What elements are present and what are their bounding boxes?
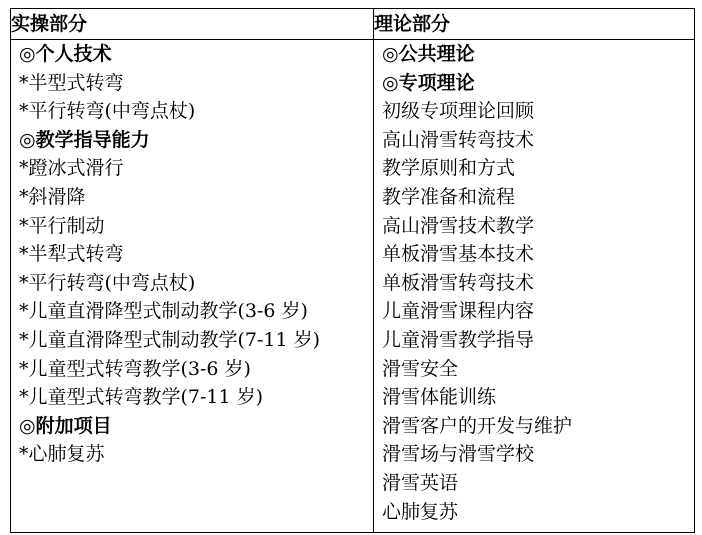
practical-list-item: *蹬冰式滑行	[19, 157, 124, 180]
theory-section-heading: ◎专项理论	[382, 71, 475, 94]
practical-section-heading: ◎附加项目	[19, 414, 112, 437]
theory-list-item: 单板滑雪转弯技术	[382, 271, 535, 294]
practical-list-item: *平行制动	[19, 214, 105, 237]
practical-list-item: *心肺复苏	[19, 443, 105, 466]
theory-list-item: 高山滑雪技术教学	[382, 214, 535, 237]
practical-list-item: *平行转弯(中弯点杖)	[19, 271, 196, 294]
theory-list-item: 单板滑雪基本技术	[382, 243, 535, 266]
theory-list-item: 高山滑雪转弯技术	[382, 128, 535, 151]
theory-list-item: 儿童滑雪教学指导	[382, 328, 535, 351]
theory-list-item: 滑雪客户的开发与维护	[382, 414, 573, 437]
practical-header: 实操部分	[11, 9, 374, 40]
practical-list-item: *半型式转弯	[19, 71, 124, 94]
theory-column	[374, 40, 695, 533]
curriculum-table	[10, 8, 695, 533]
theory-list-item: 滑雪场与滑雪学校	[382, 443, 535, 466]
theory-list-item: 心肺复苏	[382, 500, 459, 523]
practical-list-item: *儿童型式转弯教学(3-6 岁)	[19, 357, 251, 380]
header-row	[11, 9, 695, 40]
practical-list-item: *半犁式转弯	[19, 243, 124, 266]
practical-list-item: *斜滑降	[19, 185, 86, 208]
theory-list-item: 滑雪英语	[382, 471, 459, 494]
content-row	[11, 40, 695, 533]
theory-list-item: 教学准备和流程	[382, 185, 516, 208]
practical-column	[11, 40, 374, 533]
practical-list-item: *儿童直滑降型式制动教学(7-11 岁)	[19, 328, 321, 351]
practical-section-heading: ◎教学指导能力	[19, 128, 150, 151]
practical-list-item: *儿童型式转弯教学(7-11 岁)	[19, 386, 264, 409]
practical-list-item: *平行转弯(中弯点杖)	[19, 100, 196, 123]
theory-list-item: 教学原则和方式	[382, 157, 516, 180]
theory-list-item: 滑雪体能训练	[382, 386, 497, 409]
theory-header: 理论部分	[374, 9, 695, 40]
practical-list-item: *儿童直滑降型式制动教学(3-6 岁)	[19, 300, 308, 323]
theory-list-item: 滑雪安全	[382, 357, 459, 380]
theory-list-item: 儿童滑雪课程内容	[382, 300, 535, 323]
practical-section-heading: ◎个人技术	[19, 43, 112, 65]
theory-list-item: 初级专项理论回顾	[382, 100, 535, 123]
theory-section-heading: ◎公共理论	[382, 43, 475, 65]
